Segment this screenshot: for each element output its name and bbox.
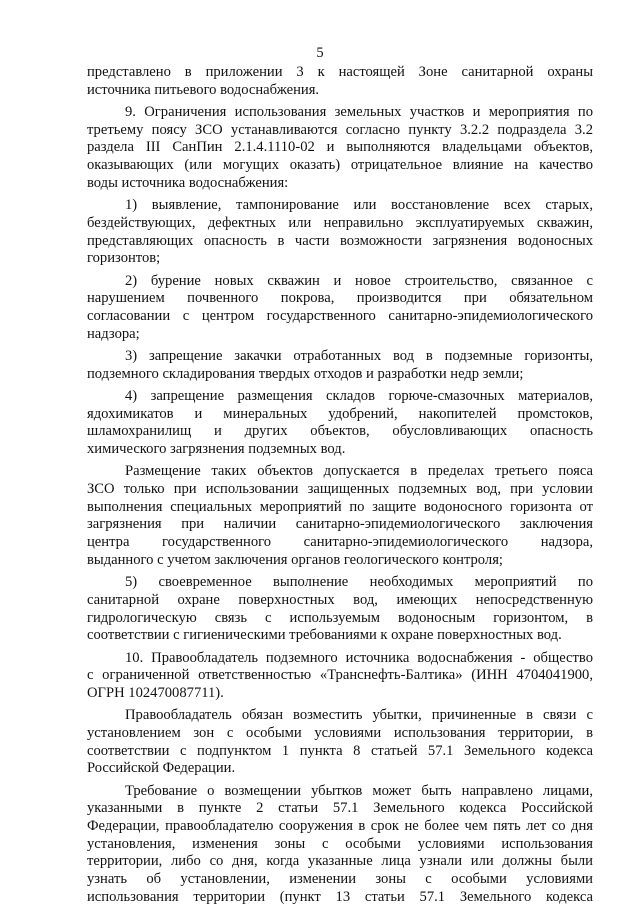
text-line: третьему поясу ЗСО устанавливаются согласно пункту 3.2.2 подраздела 3.2 — [87, 121, 593, 138]
text-line: узнать об установлении, изменении зоны с особыми условиями — [87, 871, 593, 888]
text-line: указанными в пункте 2 статьи 57.1 Земельного кодекса Российской — [87, 800, 593, 817]
text-line: 3) запрещение закачки отработанных вод в подземные горизонты, — [125, 347, 593, 364]
text-line: соответствии с гигиеническими требованиями к охране поверхностных вод. — [87, 627, 562, 644]
paragraph — [87, 388, 593, 459]
text-line: подземного складирования твердых отходов и разработки недр земли; — [87, 365, 524, 382]
paragraph — [87, 64, 593, 99]
text-line: соответствии с подпунктом 1 пункта 8 статьей 57.1 Земельного кодекса — [87, 742, 593, 759]
text-line: установления, изменения зоны с особыми условиями использования — [87, 835, 593, 852]
text-line: источника питьевого водоснабжения. — [87, 81, 320, 98]
text-line: бездействующих, дефектных или неправильно эксплуатируемых скважин, — [87, 214, 593, 231]
text-line: ЗСО только при использовании защищенных подземных вод, при условии — [87, 481, 593, 498]
paragraph — [87, 707, 593, 778]
text-line: оказывающих (или могущих оказать) отрицательное влияние на качество — [87, 157, 593, 174]
paragraph — [87, 783, 593, 907]
text-line: установлением зон с особыми условиями использования территории, в — [87, 724, 593, 741]
text-line: с ограниченной ответственностью «Транснефть-Балтика» (ИНН 4704041900, — [87, 667, 593, 684]
text-line: ядохимикатов и минеральных удобрений, накопителей промстоков, — [87, 405, 593, 422]
paragraph — [87, 197, 593, 268]
text-line: ОГРН 102470087711). — [87, 684, 224, 701]
paragraph — [87, 650, 593, 703]
text-line: 1) выявление, тампонирование или восстановление всех старых, — [125, 197, 593, 214]
text-line: центра государственного санитарно-эпидемиологического надзора, — [87, 534, 593, 551]
text-line: выданного с учетом заключения органов геологического контроля; — [87, 551, 503, 568]
text-line: Федерации, правообладателю сооружения в срок не более чем пять лет со дня — [87, 818, 593, 835]
text-line: Размещение таких объектов допускается в пределах третьего пояса — [125, 463, 593, 480]
text-line: раздела III СанПин 2.1.4.1110-02 и выполняются владельцами объектов, — [87, 139, 593, 156]
text-line: Правообладатель обязан возместить убытки, причиненные в связи с — [125, 707, 593, 724]
text-line: загрязнения при наличии санитарно-эпидемиологического заключения — [87, 516, 593, 533]
paragraph — [87, 104, 593, 193]
page-number: 5 — [316, 45, 324, 61]
text-line: территории, либо со дня, когда указанные лица узнали или должны были — [87, 853, 593, 870]
text-line: Российской Федерации. — [87, 760, 236, 777]
text-line: представляющих опасность в части возможности загрязнения водоносных — [87, 232, 593, 249]
paragraph — [87, 574, 593, 645]
text-line: Требование о возмещении убытков может быть направлено лицами, — [125, 782, 593, 799]
text-line: гидрологическую связь с используемым водоносным горизонтом, в — [87, 609, 593, 626]
text-line: 4) запрещение размещения складов горюче-смазочных материалов, — [125, 387, 593, 404]
text-line: 5) своевременное выполнение необходимых мероприятий по — [125, 574, 593, 591]
text-line: представлено в приложении 3 к настоящей Зоне санитарной охраны — [87, 64, 593, 80]
text-line: 9. Ограничения использования земельных участков и мероприятия по — [125, 104, 593, 120]
text-line: санитарной охране поверхностных вод, имеющих непосредственную — [87, 591, 593, 608]
text-line: нарушением почвенного покрова, производится при обязательном — [87, 290, 593, 307]
text-line: горизонтов; — [87, 250, 161, 267]
paragraph — [87, 463, 593, 569]
paragraph — [87, 273, 593, 344]
text-line: химического загрязнения подземных вод. — [87, 441, 346, 458]
paragraph — [87, 348, 593, 383]
text-line: надзора; — [87, 325, 140, 342]
text-line: согласовании с центром государственного санитарно-эпидемиологического — [87, 307, 593, 324]
text-line: использования территории (пункт 13 статьи 57.1 Земельного кодекса — [87, 888, 593, 905]
text-line: шламохранилищ и других объектов, обусловливающих опасность — [87, 423, 593, 440]
document-body — [87, 64, 593, 907]
text-line: 10. Правообладатель подземного источника водоснабжения - общество — [125, 649, 593, 666]
text-line: воды источника водоснабжения: — [87, 174, 289, 191]
text-line: выполнения специальных мероприятий по защите водоносного горизонта от — [87, 498, 593, 515]
text-line: 2) бурение новых скважин и новое строительство, связанное с — [125, 272, 593, 289]
